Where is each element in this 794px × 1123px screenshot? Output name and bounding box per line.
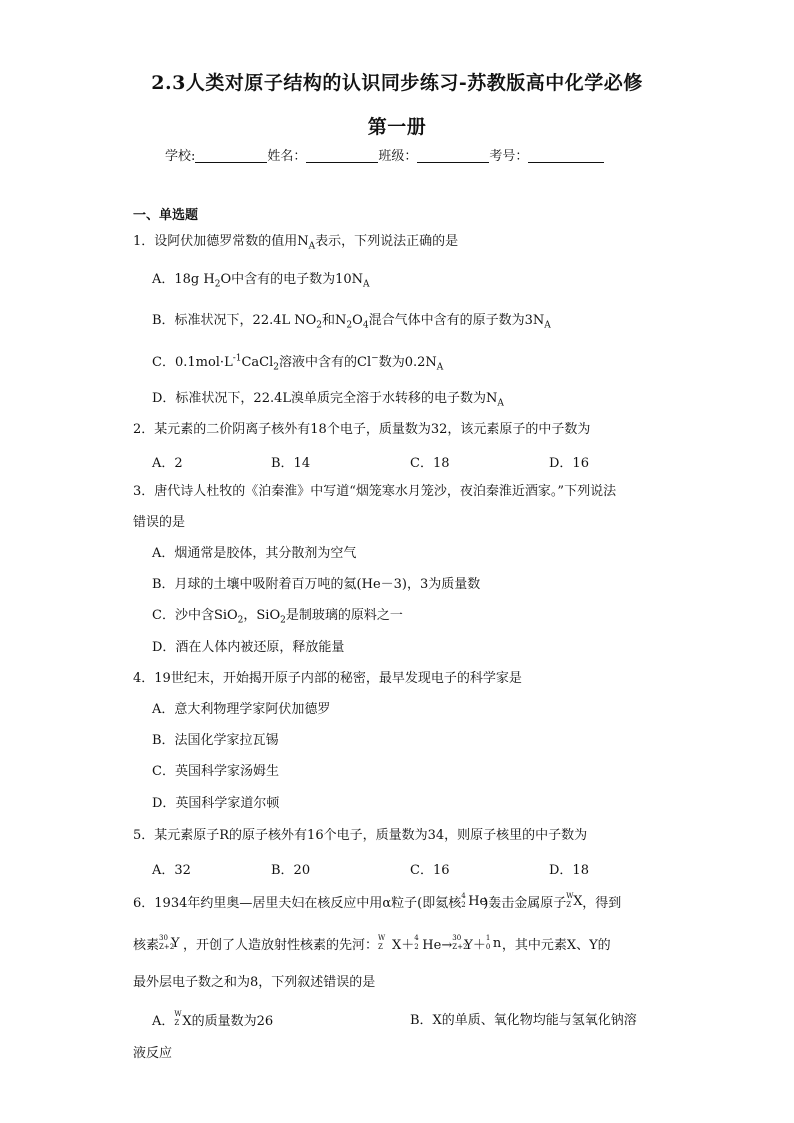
question-4-option-a[interactable]: A．意大利物理学家阿伏加德罗 xyxy=(152,702,331,717)
page-title: 2.3人类对原子结构的认识同步练习-苏教版高中化学必修 xyxy=(151,72,643,94)
question-3-option-a[interactable]: A．烟通常是胶体，其分散剂为空气 xyxy=(152,546,357,561)
school-label: 学校: xyxy=(165,149,196,164)
question-4-option-d[interactable]: D．英国科学家道尔顿 xyxy=(152,796,280,811)
question-5-option-b[interactable]: B．20 xyxy=(271,863,311,878)
question-5-option-d[interactable]: D．18 xyxy=(549,863,589,878)
question-2-option-a[interactable]: A．2 xyxy=(152,456,183,471)
question-2-option-c[interactable]: C．18 xyxy=(410,456,450,471)
student-info-row xyxy=(165,145,604,164)
page-title-line2: 第一册 xyxy=(367,116,427,138)
section-heading: 一、单选题 xyxy=(133,208,199,223)
question-6-option-b[interactable]: B．X的单质、氧化物均能与氢氧化钠溶 xyxy=(410,1013,637,1028)
question-4-stem: 4．19世纪末，开始揭开原子内部的秘密，最早发现电子的科学家是 xyxy=(133,671,522,686)
question-2-stem: 2．某元素的二价阴离子核外有18个电子，质量数为32，该元素原子的中子数为 xyxy=(133,422,591,437)
x-nuclide: W Z X xyxy=(566,892,583,909)
question-6-option-b-line2: 液反应 xyxy=(133,1046,173,1061)
y-nuclide-eq: 30 Z+2 xyxy=(452,934,468,951)
question-1-option-a[interactable]: A．18g $H_2O$中含有的电子数为$10N_A$ xyxy=(152,272,370,290)
exam-no-field[interactable] xyxy=(528,148,604,163)
exam-no-label: 考号： xyxy=(489,149,529,164)
y-nuclide: 30 Z+2 Y xyxy=(159,934,180,951)
question-1-stem: 1．设阿伏加德罗常数的值用$N_A$表示，下列说法正确的是 xyxy=(133,234,459,252)
class-label: 班级： xyxy=(378,149,418,164)
name-label: 姓名： xyxy=(267,149,307,164)
helium-nuclide: 4 2 He xyxy=(461,892,488,909)
question-3-option-c[interactable]: C．沙中含SiO$_2$，SiO$_2$是制玻璃的原料之一 xyxy=(152,608,403,626)
question-4-option-c[interactable]: C．英国科学家汤姆生 xyxy=(152,764,279,779)
question-6-stem-line3: 最外层电子数之和为8，下列叙述错误的是 xyxy=(133,975,376,990)
question-6-option-a[interactable]: A． W Z X的质量数为26 xyxy=(152,1010,274,1029)
question-2-option-d[interactable]: D．16 xyxy=(549,456,589,471)
x-nuclide-eq: W Z xyxy=(378,934,386,951)
name-field[interactable] xyxy=(306,148,378,163)
question-6-stem-line2: 核素 30 Z+2 Y ，开创了人造放射性核素的先河： W Z X＋ 4 2 He→ 30 Z+2 Y＋ 1 0 n ，其中元素X、Y的 xyxy=(133,934,611,953)
school-field[interactable] xyxy=(195,148,267,163)
question-3-option-d[interactable]: D．酒在人体内被还原，释放能量 xyxy=(152,640,345,655)
question-6-stem: 6．1934年约里奥—居里夫妇在核反应中用α粒子(即氦核 4 2 He )轰击金属原子 W Z X ，得到 xyxy=(133,892,622,911)
question-3-stem-line2: 错误的是 xyxy=(133,515,186,530)
question-5-option-a[interactable]: A．32 xyxy=(152,863,191,878)
helium-nuclide-eq: 4 2 xyxy=(414,934,419,951)
question-1-option-d[interactable]: D．标准状况下，22.4L溴单质完全溶于水转移的电子数为$N_A$ xyxy=(152,391,504,409)
question-5-option-c[interactable]: C．16 xyxy=(410,863,450,878)
question-1-option-b[interactable]: B．标准状况下，22.4L $NO_2$和$N_2O_4$混合气体中含有的原子数为$3N_A$ xyxy=(152,313,551,331)
question-1-option-c[interactable]: C．$0.1mol\cdot L^{-1}CaCl_2$溶液中含有的Cl−数为$0.2N_A$ xyxy=(152,353,444,373)
question-4-option-b[interactable]: B．法国化学家拉瓦锡 xyxy=(152,733,279,748)
neutron-nuclide: 1 0 n xyxy=(485,934,502,951)
question-5-stem: 5．某元素原子R的原子核外有16个电子，质量数为34，则原子核里的中子数为 xyxy=(133,828,588,843)
x-nuclide-option: W Z xyxy=(174,1010,182,1027)
question-3-stem: 3．唐代诗人杜牧的《泊秦淮》中写道“烟笼寒水月笼沙，夜泊秦淮近酒家。”下列说法 xyxy=(133,484,617,499)
question-2-option-b[interactable]: B．14 xyxy=(271,456,311,471)
class-field[interactable] xyxy=(417,148,489,163)
question-3-option-b[interactable]: B．月球的土壤中吸附着百万吨的氦(He－3)，3为质量数 xyxy=(152,577,481,592)
